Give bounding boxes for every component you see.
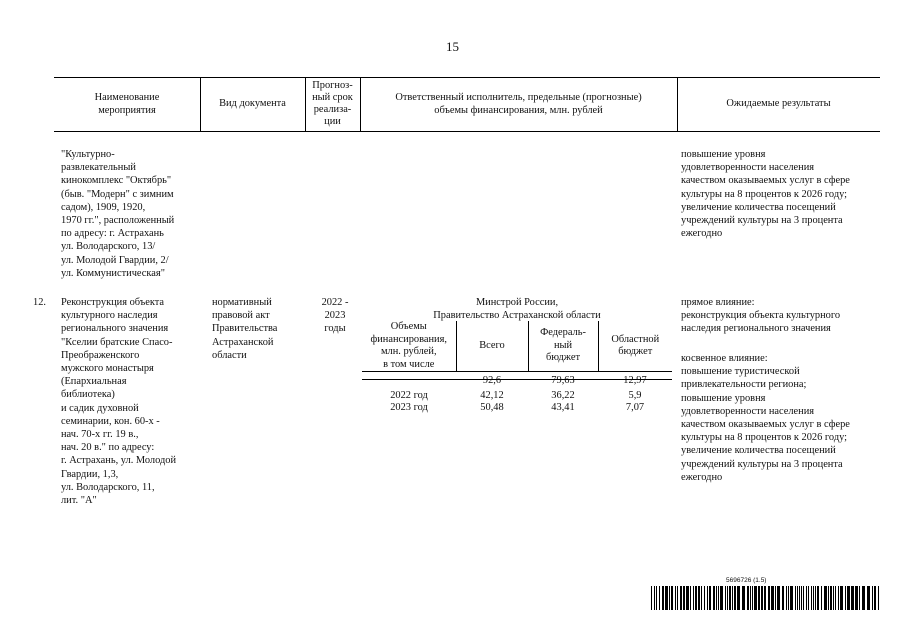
barcode-bar: [758, 586, 760, 610]
text-line: ежегодно: [681, 228, 723, 240]
header-document-type: [200, 77, 305, 131]
text-line: развлекательный: [61, 162, 136, 174]
text-line: Правительства: [212, 323, 278, 335]
barcode-bar: [838, 586, 839, 610]
text-line: правовой акт: [212, 310, 270, 322]
barcode-bar: [764, 586, 766, 610]
barcode-bar: [775, 586, 776, 610]
barcode-bar: [698, 586, 700, 610]
text-line: удовлетворенности населения: [681, 162, 815, 174]
text-line: библиотека): [61, 389, 115, 401]
row-result-direct: [681, 296, 840, 336]
text-line: Минстрой России,: [475, 297, 559, 308]
barcode-bar: [734, 586, 736, 610]
text-line: увеличение количества посещений: [681, 445, 836, 457]
row-forecast-period: [305, 296, 365, 336]
text-line: 1970 гг.", расположенный: [61, 215, 175, 227]
text-line: Федераль-: [540, 327, 586, 339]
text-line: Астраханской: [212, 336, 274, 348]
text-line: культуры на 8 процентов к 2026 году;: [681, 432, 848, 444]
text-line: Вид документа: [219, 98, 286, 110]
barcode-bar: [815, 586, 816, 610]
text-line: учреждений культуры на 3 процента: [681, 215, 843, 227]
funding-cell-label: [362, 372, 456, 390]
funding-cell-total: 50,48: [480, 402, 504, 414]
text-line: Объемы: [390, 321, 427, 332]
row-number: 12.: [33, 297, 46, 308]
barcode-bar: [790, 586, 793, 610]
funding-row-2022: [362, 390, 672, 403]
text-line: учреждений культуры на 3 процента: [681, 458, 843, 470]
text-line: удовлетворенности населения: [681, 405, 815, 417]
barcode-bar: [750, 586, 751, 610]
header-expected-results: [677, 77, 880, 131]
barcode-bar: [788, 586, 789, 610]
text-line: привлекательности региона;: [681, 379, 807, 391]
barcode-bar: [686, 586, 689, 610]
funding-table: [362, 321, 672, 415]
barcode-bar: [725, 586, 726, 610]
header-bottom-rule: [54, 131, 880, 132]
barcode-bar: [659, 586, 660, 610]
text-line: Всего: [479, 339, 505, 351]
text-line: ный срок: [312, 92, 353, 103]
barcode-bar: [828, 586, 829, 610]
text-line: "Культурно-: [61, 149, 115, 160]
barcode-bar: [718, 586, 719, 610]
barcode-bar: [806, 586, 807, 610]
text-line: г. Астрахань, ул. Молодой: [61, 455, 177, 467]
text-line: культурного наследия: [61, 310, 158, 322]
barcode-bar: [768, 586, 770, 610]
barcode-bar: [654, 586, 655, 610]
barcode-bar: [833, 586, 834, 610]
text-line: реализа-: [313, 104, 352, 115]
barcode-bar: [830, 586, 832, 610]
barcode-label: 5696726 (1.5): [726, 577, 767, 584]
text-line: повышение уровня: [681, 392, 766, 404]
funding-cell-total: 92,6: [482, 374, 502, 386]
funding-cell-regional: 5,9: [628, 389, 642, 401]
text-line: Ожидаемые результаты: [726, 98, 831, 110]
barcode-bar: [727, 586, 728, 610]
barcode-bar: [662, 586, 664, 610]
row-result-indirect: [681, 352, 850, 484]
text-line: (Епархиальная: [61, 376, 127, 388]
text-line: мужского монастыря: [61, 363, 154, 375]
barcode-bar: [808, 586, 809, 610]
text-line: реконструкция объекта культурного: [681, 310, 841, 322]
barcode-bar: [840, 586, 843, 610]
header-forecast-period: [305, 77, 360, 131]
barcode-bar: [665, 586, 668, 610]
funding-cell-federal: 36,22: [551, 389, 575, 401]
text-line: качеством оказываемых услуг в сфере: [681, 175, 850, 187]
funding-cell-regional: 12,97: [623, 374, 647, 386]
text-line: Гвардии, 1,3,: [61, 468, 119, 480]
text-line: Областной: [611, 333, 660, 345]
barcode-bar: [867, 586, 870, 610]
barcode-bar: [821, 586, 822, 610]
text-line: "Кселии братские Спасо-: [61, 336, 173, 348]
barcode-bar: [732, 586, 733, 610]
text-line: косвенное влияние:: [681, 353, 768, 364]
text-line: (быв. "Модерн" с зимним: [61, 188, 174, 200]
barcode-bar: [693, 586, 694, 610]
text-line: ный: [553, 339, 573, 351]
barcode-bar: [855, 586, 858, 610]
text-line: культуры на 8 процентов к 2026 году;: [681, 188, 848, 200]
text-line: Реконструкция объекта: [61, 297, 165, 308]
funding-row-total: [362, 372, 672, 390]
barcode-graphic: [651, 586, 879, 610]
barcode-bar: [786, 586, 787, 610]
funding-table-header: [362, 321, 672, 372]
text-line: Ответственный исполнитель, предельные (прогнозные): [395, 91, 642, 103]
row-event-name: [61, 296, 176, 507]
barcode-bar: [671, 586, 673, 610]
header-executor-funding: [360, 77, 677, 131]
barcode-bar: [737, 586, 740, 610]
barcode-bar: [777, 586, 780, 610]
funding-cell-total: 42,12: [480, 389, 504, 401]
barcode-bar: [813, 586, 814, 610]
funding-total-underline: [362, 379, 672, 380]
funding-col-total: [456, 321, 528, 372]
barcode-bar: [716, 586, 717, 610]
text-line: бюджет: [545, 352, 580, 364]
text-line: в том числе: [383, 358, 435, 370]
header-event-name: [54, 77, 200, 131]
text-line: млн. рублей,: [380, 346, 437, 358]
barcode-bar: [713, 586, 715, 610]
barcode-bar: [845, 586, 846, 610]
funding-cell-federal: 43,41: [551, 402, 575, 414]
funding-col-regional: [598, 321, 672, 372]
text-line: нач. 70-х гг. 19 в.,: [61, 429, 139, 441]
barcode-bar: [782, 586, 784, 610]
barcode-bar: [878, 586, 879, 610]
text-line: наследия регионального значения: [681, 323, 831, 335]
barcode-bar: [803, 586, 804, 610]
row-document-type: [212, 296, 277, 362]
barcode-bar: [720, 586, 723, 610]
funding-cell-federal: 79,63: [551, 374, 575, 386]
barcode-bar: [851, 586, 854, 610]
barcode-bar: [651, 586, 652, 610]
text-line: объемы финансирования, млн. рублей: [434, 105, 603, 116]
text-line: и садик духовной: [61, 402, 139, 414]
text-line: повышение уровня: [681, 149, 766, 160]
barcode-bar: [680, 586, 682, 610]
barcode-bar: [656, 586, 657, 610]
funding-cell-label: 2023 год: [390, 402, 428, 414]
row-executor: [362, 296, 672, 322]
barcode-bar: [824, 586, 827, 610]
barcode-bar: [835, 586, 836, 610]
text-line: увеличение количества посещений: [681, 201, 836, 213]
text-line: кинокомплекс "Октябрь": [61, 175, 172, 187]
text-line: ул. Молодой Гвардии, 2/: [61, 254, 169, 266]
text-line: прямое влияние:: [681, 297, 755, 308]
barcode-bar: [771, 586, 774, 610]
funding-cell-regional: 7,07: [625, 402, 645, 414]
barcode-bar: [874, 586, 876, 610]
barcode-bar: [747, 586, 749, 610]
barcode-bar: [754, 586, 757, 610]
barcode-bar: [801, 586, 802, 610]
funding-col-volume: [362, 321, 456, 372]
barcode-bar: [701, 586, 702, 610]
barcode-bar: [797, 586, 798, 610]
barcode-bar: [707, 586, 708, 610]
text-line: Преображенского: [61, 349, 140, 361]
text-line: ции: [324, 116, 341, 127]
barcode-bar: [799, 586, 800, 610]
text-line: финансирования,: [370, 333, 447, 345]
text-line: ежегодно: [681, 471, 723, 483]
barcode-bar: [859, 586, 860, 610]
barcode-bar: [729, 586, 731, 610]
barcode-bar: [817, 586, 819, 610]
barcode-bar: [811, 586, 812, 610]
page-number: 15: [446, 39, 459, 54]
barcode-bar: [695, 586, 697, 610]
text-line: регионального значения: [61, 323, 169, 335]
text-line: садом), 1909, 1920,: [61, 201, 146, 213]
text-line: лит. "А": [61, 495, 97, 507]
barcode-bar: [709, 586, 711, 610]
text-line: повышение туристической: [681, 366, 800, 378]
cont-row-expected-results: [681, 148, 850, 240]
text-line: 2023: [324, 310, 346, 322]
funding-cell-label: 2022 год: [390, 389, 428, 401]
text-line: бюджет: [618, 346, 653, 358]
barcode-bar: [677, 586, 678, 610]
barcode-bar: [795, 586, 796, 610]
text-line: нач. 20 в." по адресу:: [61, 442, 155, 454]
barcode-bar: [704, 586, 705, 610]
text-line: семинарии, кон. 60-х -: [61, 415, 160, 427]
barcode-bar: [669, 586, 670, 610]
barcode-bar: [690, 586, 691, 610]
text-line: мероприятия: [98, 105, 156, 116]
text-line: ул. Володарского, 11,: [61, 481, 155, 493]
text-line: ул. Коммунистическая": [61, 267, 165, 279]
text-line: 2022 -: [321, 297, 349, 308]
text-line: Наименование: [94, 91, 160, 103]
cont-row-event-name: [61, 148, 174, 280]
barcode-bar: [675, 586, 676, 610]
barcode-bar: [872, 586, 873, 610]
barcode-bar: [752, 586, 753, 610]
text-line: Прогноз-: [312, 80, 353, 91]
barcode-bar: [683, 586, 685, 610]
text-line: качеством оказываемых услуг в сфере: [681, 419, 850, 431]
text-line: Правительство Астраханской области: [433, 310, 601, 322]
text-line: годы: [324, 323, 346, 335]
barcode-bar: [847, 586, 850, 610]
funding-row-2023: [362, 402, 672, 415]
barcode-bar: [742, 586, 745, 610]
barcode-bar: [761, 586, 763, 610]
text-line: области: [212, 349, 247, 361]
text-line: по адресу: г. Астрахань: [61, 228, 164, 240]
funding-col-federal: [528, 321, 598, 372]
text-line: ул. Володарского, 13/: [61, 241, 156, 253]
text-line: нормативный: [212, 297, 272, 308]
barcode-bar: [862, 586, 865, 610]
